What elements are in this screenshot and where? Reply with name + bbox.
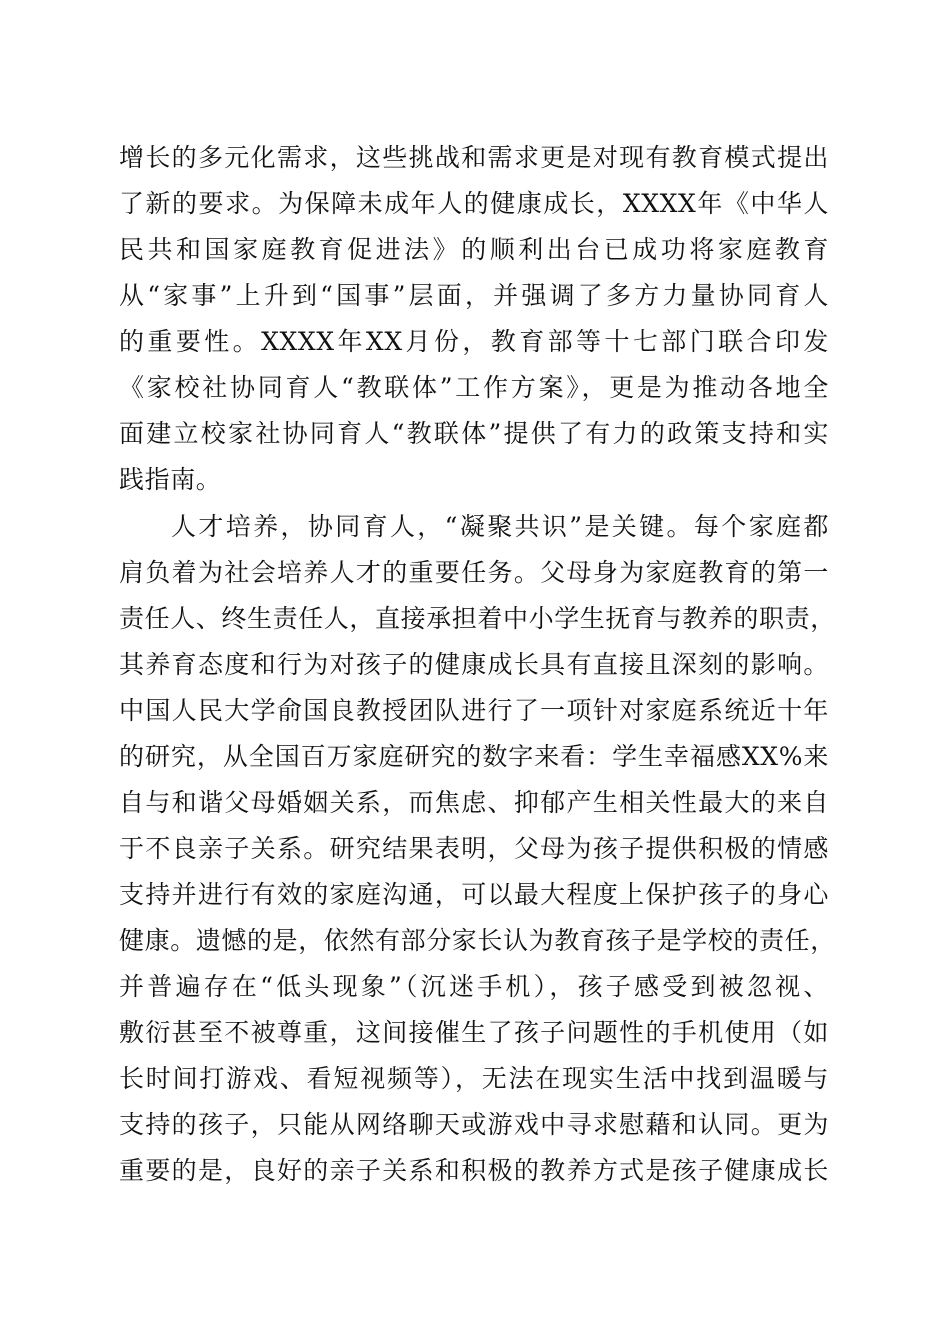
- paragraph-line: 肩负着为社会培养人才的重要任务。父母身为家庭教育的第一: [119, 558, 829, 587]
- paragraph-line: 并普遍存在“低头现象”（沉迷手机），孩子感受到被忽视、: [119, 972, 829, 1001]
- paragraph-line: 面建立校家社协同育人“教联体”提供了有力的政策支持和实: [119, 419, 829, 448]
- paragraph-1: [119, 135, 829, 503]
- paragraph-line: 长时间打游戏、看短视频等），无法在现实生活中找到温暖与: [119, 1064, 829, 1093]
- paragraph-line: 民共和国家庭教育促进法》的顺利出台已成功将家庭教育: [119, 235, 829, 264]
- paragraph-line: 人才培养，协同育人，“凝聚共识”是关键。每个家庭都: [171, 512, 829, 541]
- paragraph-line: 责任人、终生责任人，直接承担着中小学生抚育与教养的职责，: [119, 604, 836, 633]
- paragraph-line: 自与和谐父母婚姻关系，而焦虑、抑郁产生相关性最大的来自: [119, 788, 829, 817]
- paragraph-line: 的重要性。XXXX年XX月份，教育部等十七部门联合印发: [119, 327, 829, 356]
- paragraph-line: 于不良亲子关系。研究结果表明，父母为孩子提供积极的情感: [119, 834, 829, 863]
- paragraph-line: 的研究，从全国百万家庭研究的数字来看：学生幸福感XX%来: [119, 742, 829, 771]
- paragraph-line: 健康。遗憾的是，依然有部分家长认为教育孩子是学校的责任，: [119, 926, 836, 955]
- paragraph-line: 《家校社协同育人“教联体”工作方案》，更是为推动各地全: [119, 373, 829, 402]
- paragraph-line: 增长的多元化需求，这些挑战和需求更是对现有教育模式提出: [119, 143, 829, 172]
- paragraph-2: [119, 504, 836, 1194]
- paragraph-line: 支持的孩子，只能从网络聊天或游戏中寻求慰藉和认同。更为: [119, 1110, 829, 1139]
- paragraph-line: 践指南。: [119, 465, 222, 494]
- paragraph-line: 支持并进行有效的家庭沟通，可以最大程度上保护孩子的身心: [119, 880, 829, 909]
- paragraph-line: 其养育态度和行为对孩子的健康成长具有直接且深刻的影响。: [119, 650, 829, 679]
- paragraph-line: 了新的要求。为保障未成年人的健康成长，XXXX年《中华人: [119, 189, 829, 218]
- paragraph-line: 敷衍甚至不被尊重，这间接催生了孩子问题性的手机使用（如: [119, 1018, 829, 1047]
- paragraph-line: 中国人民大学俞国良教授团队进行了一项针对家庭系统近十年: [119, 696, 829, 725]
- paragraph-line: 重要的是，良好的亲子关系和积极的教养方式是孩子健康成长: [119, 1156, 829, 1185]
- paragraph-line: 从“家事”上升到“国事”层面，并强调了多方力量协同育人: [119, 281, 829, 310]
